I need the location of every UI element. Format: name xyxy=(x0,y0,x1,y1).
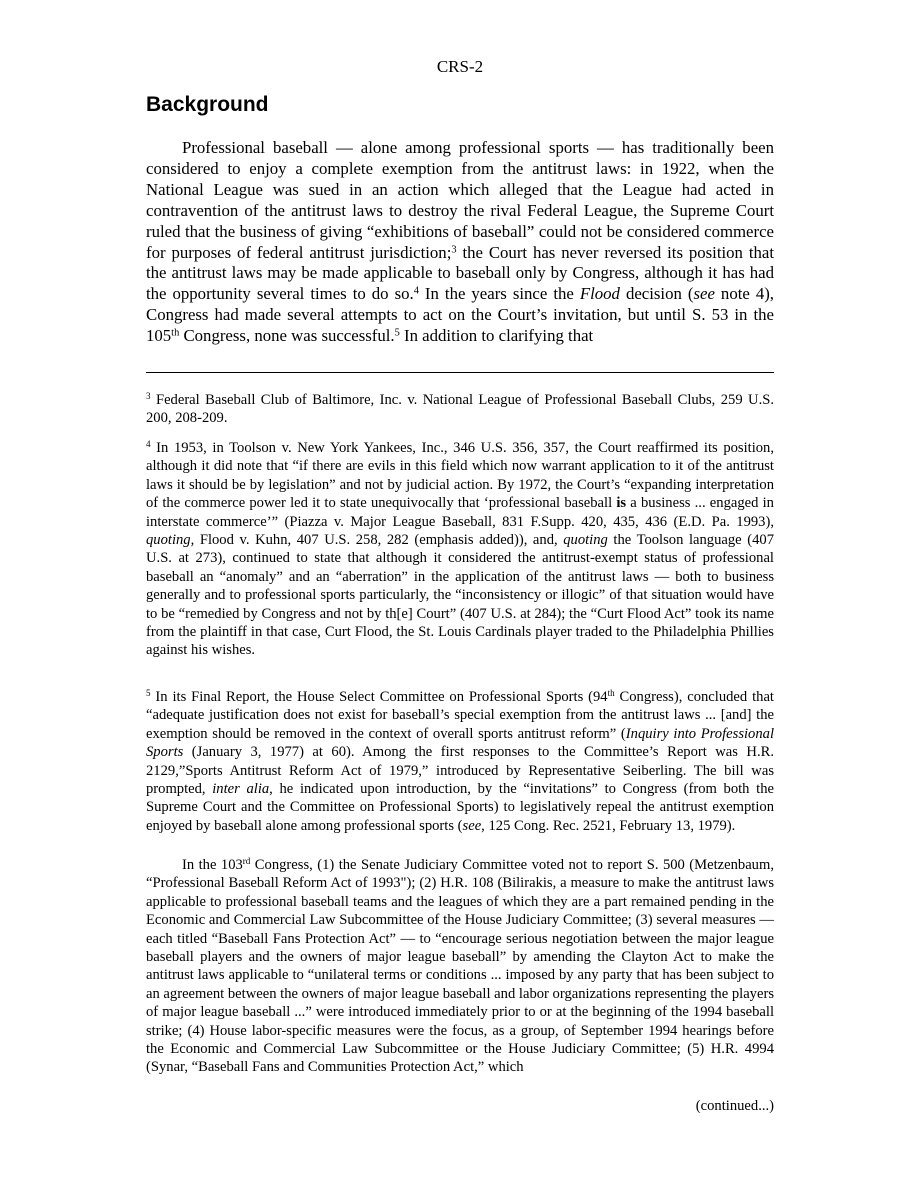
section-heading: Background xyxy=(146,93,269,116)
footnote-3: $^3$ Federal Baseball Club of Baltimore, Inc. v. National League of Professional Baseball Clubs, 259 U.S. 200, 208-209. xyxy=(146,391,774,427)
footnote-ref-3[interactable]: 3 xyxy=(451,243,457,255)
footnote-ref-5[interactable]: 5 xyxy=(394,327,400,339)
body-paragraph: Professional baseball — alone among professional sports — has traditionally been considered to enjoy a complete exemption from the antitrust laws: in 1922, when the National League was sued in an action which alleged that the League had acted in contravention of the antitrust laws to destroy the rival Federal League, the Supreme Court ruled that the business of giving “exhibitions of baseball” could not be considered commerce for purposes of federal antitrust jurisdiction;$^3$ the Court has never reversed its position that the antitrust laws may be made applicable to baseball only by Congress, although it has had the opportunity several times to do so.$^4$ In the years since the Flood decision (see note 4), Congress had made several attempts to act on the Court’s invitation, but until S. 53 in the 105th Congress, none was successful.$^5$ In addition to clarifying that xyxy=(146,138,775,346)
footnote-5-continuation: In the 103rd Congress, (1) the Senate Judiciary Committee voted not to report S. 500 (Metzenbaum, “Professional Baseball Reform Act of 1993"); (2) H.R. 108 (Bilirakis, a measure to make the antitrust laws applicable to professional baseball teams and the leagues of which they are a part remained pending in the Economic and Commercial Law Subcommittee of the House Judiciary Committee; (3) several measures — each titled “Baseball Fans Protection Act” — to “encourage serious negotiation between the major league baseball players and the owners of major league baseball” by amending the Clayton Act to make the antitrust laws applicable to “unilateral terms or conditions ... imposed by any party that has been subject to an agreement between the owners of major league baseball and labor organizations representing the players of major league baseball ...” were introduced immediately prior to or at the beginning of the 1994 baseball strike; (4) House labor-specific measures were the focus, as a group, of September 1994 hearings before the Economic and Commercial Law Subcommittee or the House Judiciary Committee; (5) H.R. 4994 (Synar, “Baseball Fans and Communities Protection Act,” which xyxy=(146,856,774,1076)
page-header: CRS-2 xyxy=(436,57,484,76)
footnote-4: $^4$ In 1953, in Toolson v. New York Yankees, Inc., 346 U.S. 356, 357, the Court reaffirmed its position, although it did note that “if there are evils in this field which now warrant application to it of the antitrust laws it should be by legislation” and not by judicial action. By 1972, the Court’s “expanding interpretation of the commerce power led it to state unequivocally that ‘professional baseball is a business ... engaged in interstate commerce’” (Piazza v. Major League Baseball, 831 F.Supp. 420, 435, 436 (E.D. Pa. 1993), quoting, Flood v. Kuhn, 407 U.S. 258, 282 (emphasis added)), and, quoting the Toolson language (407 U.S. at 273), continued to state that although it considered the antitrust-exempt status of professional baseball an “anomaly” and an “aberration” in the application of the antitrust laws — both to business generally and to professional sports particularly, the “inconsistency or illogic” of that situation would have to be “remedied by Congress and not by th[e] Court” (407 U.S. at 284); the “Curt Flood Act” took its name from the plaintiff in that case, Curt Flood, the St. Louis Cardinals player traded to the Philadelphia Phillies against his wishes. xyxy=(146,439,774,659)
footnote-separator xyxy=(146,372,774,373)
continued-marker: (continued...) xyxy=(695,1098,774,1114)
footnote-5: $^5$ In its Final Report, the House Select Committee on Professional Sports (94th Congress), concluded that “adequate justification does not exist for baseball’s special exemption from the antitrust laws ... [and] the exemption should be removed in the context of overall sports antitrust reform” (Inquiry into Professional Sports (January 3, 1977) at 60). Among the first responses to the Committee’s Report was H.R. 2129,”Sports Antitrust Reform Act of 1979,” introduced by Representative Seiberling. The bill was prompted, inter alia, he indicated upon introduction, by the “invitations” to Congress (from both the Supreme Court and the Committee on Professional Sports) to legislatively repeal the antitrust exemption enjoyed by baseball alone among professional sports (see, 125 Cong. Rec. 2521, February 13, 1979). xyxy=(146,688,774,834)
footnote-ref-4[interactable]: 4 xyxy=(413,285,419,297)
